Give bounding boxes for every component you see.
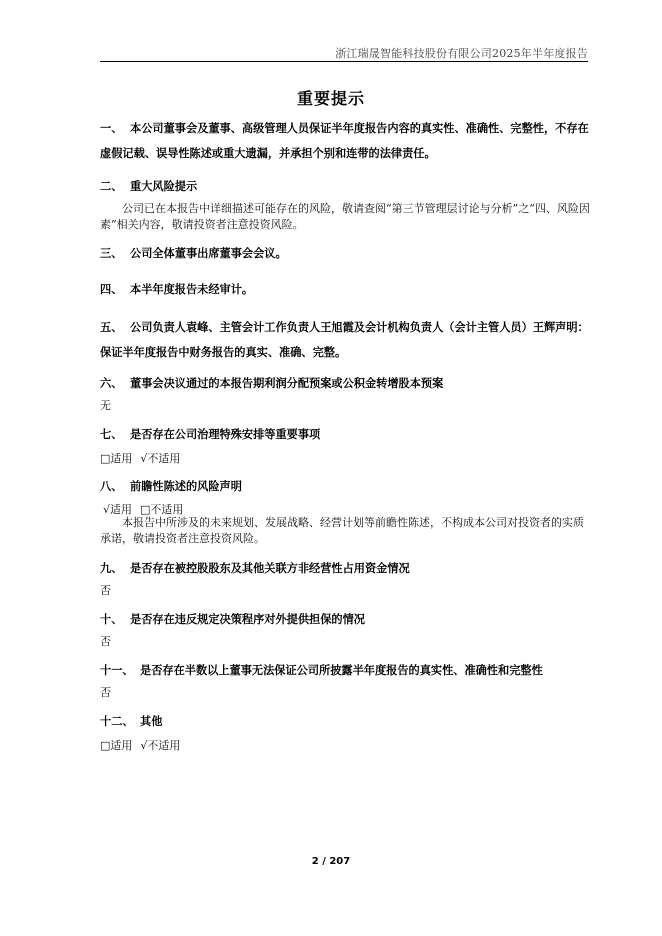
- section-8-option-not-applicable: □不适用: [140, 503, 184, 516]
- section-8-option-applicable: √适用: [103, 503, 133, 516]
- section-12-heading: [100, 710, 590, 734]
- section-7-text: 是否存在公司治理特殊安排等重要事项: [130, 428, 321, 441]
- section-8-text: 前瞻性陈述的风险声明: [130, 480, 242, 493]
- section-10-text: 是否存在违反规定决策程序对外提供担保的情况: [130, 613, 365, 626]
- section-11-heading: [100, 659, 590, 683]
- section-4-heading: [100, 278, 590, 302]
- section-12-option-not-applicable: √不适用: [140, 739, 181, 752]
- section-3-heading: [100, 242, 590, 266]
- section-1-heading: [100, 116, 590, 166]
- section-11-body: 否: [100, 686, 111, 699]
- section-6-number: 六、: [100, 377, 123, 390]
- section-5-text: 公司负责人袁峰、主管会计工作负责人王旭霞及会计机构负责人（会计主管人员）王辉声明：保证半年度报告中财务报告的真实、准确、完整。: [100, 321, 589, 359]
- section-6-text: 董事会决议通过的本报告期利润分配预案或公积金转增股本预案: [130, 377, 444, 390]
- section-9-text: 是否存在被控股股东及其他关联方非经营性占用资金情况: [130, 562, 410, 575]
- section-9-body: 否: [100, 584, 111, 597]
- section-2-number: 二、: [100, 180, 123, 193]
- section-10-body: 否: [100, 635, 111, 648]
- section-7-heading: [100, 423, 590, 447]
- section-10-number: 十、: [100, 613, 123, 626]
- page-title: 重要提示: [296, 89, 365, 108]
- section-6-heading: [100, 372, 590, 396]
- section-3-number: 三、: [100, 247, 123, 260]
- section-4-text: 本半年度报告未经审计。: [130, 283, 254, 296]
- header-rule: [100, 61, 588, 62]
- section-1-text: 本公司董事会及董事、高级管理人员保证半年度报告内容的真实性、准确性、完整性，不存在虚假记载、误导性陈述或重大遗漏，并承担个别和连带的法律责任。: [100, 122, 589, 160]
- section-9-number: 九、: [100, 562, 123, 575]
- section-7-options: [100, 450, 188, 466]
- section-11-number: 十一、: [100, 664, 134, 677]
- section-2-heading: [100, 175, 590, 199]
- section-10-heading: [100, 608, 590, 632]
- section-3-text: 公司全体董事出席董事会会议。: [130, 247, 287, 260]
- section-2-body: 公司已在本报告中详细描述可能存在的风险，敬请查阅“第三节管理层讨论与分析”之“四、风险因素”相关内容，敬请投资者注意投资风险。: [100, 202, 590, 231]
- section-6-body: 无: [100, 399, 111, 412]
- section-12-option-applicable: □适用: [100, 739, 133, 752]
- section-8-heading: [100, 475, 590, 499]
- section-12-number: 十二、: [100, 715, 134, 728]
- section-4-number: 四、: [100, 283, 123, 296]
- section-12-text: 其他: [140, 715, 163, 728]
- section-11-text: 是否存在半数以上董事无法保证公司所披露半年度报告的真实性、准确性和完整性: [140, 664, 543, 677]
- section-2-text: 重大风险提示: [130, 180, 198, 193]
- page-number: 2 / 207: [311, 856, 351, 867]
- section-7-option-applicable: □适用: [100, 452, 133, 465]
- section-7-number: 七、: [100, 428, 123, 441]
- section-8-number: 八、: [100, 480, 123, 493]
- running-header: 浙江瑞晟智能科技股份有限公司2025年半年度报告: [335, 47, 588, 60]
- section-9-heading: [100, 557, 590, 581]
- section-1-number: 一、: [100, 122, 123, 135]
- section-12-options: [100, 737, 188, 753]
- section-5-heading: [100, 315, 590, 365]
- section-8-body: 本报告中所涉及的未来规划、发展战略、经营计划等前瞻性陈述，不构成本公司对投资者的实质承诺，敬请投资者注意投资风险。: [100, 516, 584, 545]
- section-5-number: 五、: [100, 321, 123, 334]
- section-7-option-not-applicable: √不适用: [140, 452, 181, 465]
